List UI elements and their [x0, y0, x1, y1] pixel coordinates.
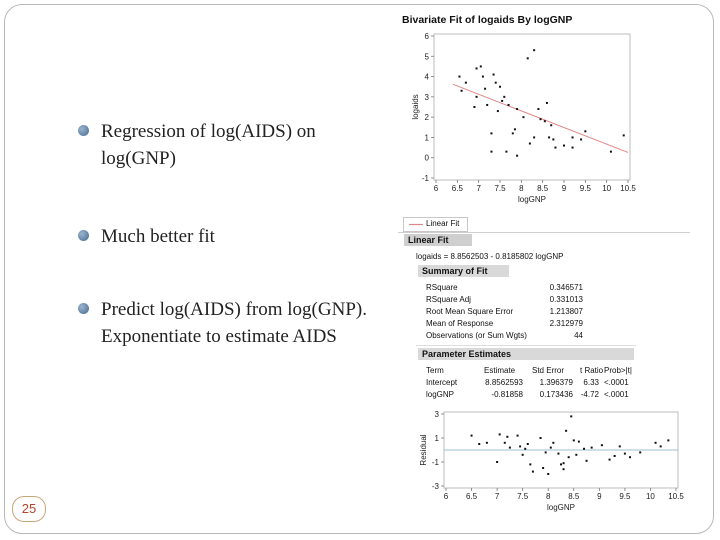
data-point [506, 436, 508, 438]
param-term: Intercept [426, 378, 458, 387]
param-col-header: Prob>|t| [604, 366, 632, 375]
data-point [609, 459, 611, 461]
legend-label: Linear Fit [426, 219, 460, 228]
data-point [624, 453, 626, 455]
y-tick-label: 3 [434, 410, 439, 419]
linear-fit-header[interactable]: Linear Fit [404, 234, 472, 246]
y-tick-label: -1 [421, 174, 429, 183]
data-point [548, 136, 550, 138]
plot-frame [434, 34, 630, 180]
data-point [554, 147, 556, 149]
data-point [529, 143, 531, 145]
x-tick-label: 10 [602, 184, 612, 193]
x-tick-label: 10 [645, 492, 655, 501]
data-point [660, 445, 662, 447]
param-col-header: t Ratio [580, 366, 604, 375]
param-prob: <.0001 [604, 390, 629, 399]
summary-label: Root Mean Square Error [426, 307, 514, 316]
data-point [465, 82, 467, 84]
data-point [572, 147, 574, 149]
bullet-icon [78, 125, 89, 136]
data-point [509, 447, 511, 449]
data-point [480, 65, 482, 67]
data-point [629, 456, 631, 458]
y-tick-label: 5 [424, 52, 429, 62]
data-point [537, 108, 539, 110]
report-title: Bivariate Fit of logaids By logGNP [402, 14, 573, 26]
x-tick-label: 6 [443, 492, 449, 501]
data-point [572, 136, 574, 138]
data-point [563, 145, 565, 147]
y-tick-label: 1 [434, 434, 439, 443]
data-point [552, 138, 554, 140]
data-point [490, 151, 492, 153]
data-point [495, 82, 497, 84]
x-tick-label: 6.5 [451, 184, 463, 193]
param-term: logGNP [426, 390, 455, 399]
summary-value: 0.346571 [549, 283, 583, 292]
x-axis-label: logGNP [546, 503, 576, 512]
data-point [533, 136, 535, 138]
data-point [458, 76, 460, 78]
data-point [533, 49, 535, 51]
x-axis-label: logGNP [517, 195, 547, 204]
param-estimate: -0.81858 [491, 390, 523, 399]
x-tick-label: 8.5 [568, 492, 580, 501]
bullet-icon [78, 230, 89, 241]
data-point [516, 108, 518, 110]
y-tick-label: -3 [431, 482, 439, 491]
x-tick-label: 7.5 [517, 492, 529, 501]
x-tick-label: 9.5 [619, 492, 631, 501]
data-point [473, 106, 475, 108]
summary-label: RSquare [426, 283, 458, 292]
data-point [563, 462, 565, 464]
summary-label: RSquare Adj [426, 295, 471, 304]
data-point [570, 415, 572, 417]
data-point [471, 435, 473, 437]
data-point [563, 468, 565, 470]
data-point [490, 132, 492, 134]
data-point [655, 442, 657, 444]
x-tick-label: 7 [494, 492, 500, 501]
data-point [550, 447, 552, 449]
data-point [476, 96, 478, 98]
data-point [519, 445, 521, 447]
y-tick-label: 2 [424, 113, 429, 123]
data-point [578, 441, 580, 443]
data-point [547, 473, 549, 475]
data-point [601, 444, 603, 446]
summary-value: 0.331013 [549, 295, 583, 304]
residual-chart [398, 406, 698, 524]
y-tick-label: 6 [424, 32, 429, 41]
summary-label: Observations (or Sum Wgts) [426, 331, 527, 340]
x-tick-label: 6 [433, 184, 439, 193]
data-point [486, 442, 488, 444]
y-tick-label: 4 [424, 72, 429, 82]
y-tick-label: -1 [431, 458, 439, 467]
param-t-ratio: -4.72 [580, 390, 599, 399]
data-point [486, 104, 488, 106]
data-point [557, 453, 559, 455]
data-point [544, 120, 546, 122]
data-point [493, 74, 495, 76]
data-point [484, 88, 486, 90]
data-point [514, 128, 516, 130]
x-tick-label: 10.5 [620, 184, 636, 193]
bullet-text: Regression of log(AIDS) on log(GNP) [101, 121, 316, 169]
x-tick-label: 7 [476, 184, 481, 193]
param-col-header: Std Error [532, 366, 565, 375]
data-point [540, 118, 542, 120]
data-point [496, 461, 498, 463]
y-tick-label: 1 [424, 133, 429, 143]
data-point [504, 442, 506, 444]
data-point [540, 437, 542, 439]
summary-label: Mean of Response [426, 319, 494, 328]
x-tick-label: 8.5 [537, 184, 549, 193]
data-point [580, 138, 582, 140]
data-point [461, 90, 463, 92]
x-tick-label: 8 [545, 492, 551, 501]
data-point [565, 430, 567, 432]
bullet-text: Predict log(AIDS) from log(GNP). Exponentiate to estimate AIDS [101, 299, 367, 347]
data-point [545, 451, 547, 453]
x-tick-label: 6.5 [465, 492, 478, 501]
data-point [527, 57, 529, 59]
y-axis-label: Residual [419, 434, 428, 466]
data-point [591, 447, 593, 449]
jmp-report [398, 8, 698, 533]
data-point [499, 86, 501, 88]
data-point [639, 451, 641, 453]
data-point [522, 454, 524, 456]
data-point [573, 439, 575, 441]
x-tick-label: 9 [561, 184, 567, 193]
summary-value: 44 [574, 331, 583, 340]
param-col-header: Term [426, 366, 444, 375]
bullet-item [78, 118, 378, 172]
data-point [529, 463, 531, 465]
data-point [610, 151, 612, 153]
data-point [497, 110, 499, 112]
x-tick-label: 7.5 [494, 184, 506, 193]
data-point [527, 443, 529, 445]
data-point [584, 130, 586, 132]
data-point [583, 448, 585, 450]
data-point [550, 124, 552, 126]
data-point [552, 442, 554, 444]
x-tick-label: 8 [519, 184, 524, 193]
param-std-error: 0.173436 [539, 390, 573, 399]
data-point [546, 102, 548, 104]
data-point [501, 100, 503, 102]
data-point [517, 435, 519, 437]
y-tick-label: 3 [424, 92, 429, 102]
data-point [512, 132, 514, 134]
data-point [542, 467, 544, 469]
data-point [482, 76, 484, 78]
fit-equation: logaids = 8.8562503 - 0.8185802 logGNP [416, 252, 564, 261]
data-point [568, 456, 570, 458]
data-point [516, 155, 518, 157]
bullet-text: Much better fit [101, 226, 215, 247]
bullet-icon [78, 303, 89, 314]
data-point [532, 471, 534, 473]
data-point [614, 455, 616, 457]
bivariate-chart [398, 26, 698, 231]
summary-value: 1.213807 [549, 307, 583, 316]
data-point [522, 116, 524, 118]
data-point [667, 439, 669, 441]
param-estimate: 8.8562593 [485, 378, 523, 387]
summary-value: 2.312979 [549, 319, 583, 328]
x-tick-label: 9.5 [579, 184, 591, 193]
data-point [524, 448, 526, 450]
data-point [575, 454, 577, 456]
data-point [478, 443, 480, 445]
bullet-item [78, 296, 378, 350]
parameter-estimates-header[interactable]: Parameter Estimates [418, 348, 634, 360]
y-tick-label: 0 [424, 153, 429, 163]
data-point [476, 67, 478, 69]
summary-of-fit-header[interactable]: Summary of Fit [418, 265, 509, 277]
x-tick-label: 9 [597, 492, 602, 501]
data-point [505, 151, 507, 153]
param-col-header: Estimate [484, 366, 516, 375]
data-point [508, 104, 510, 106]
data-point [586, 460, 588, 462]
data-point [623, 134, 625, 136]
page-number: 25 [12, 496, 46, 522]
param-std-error: 1.396379 [539, 378, 573, 387]
x-tick-label: 10.5 [668, 492, 684, 501]
param-prob: <.0001 [604, 378, 629, 387]
data-point [499, 433, 501, 435]
data-point [560, 463, 562, 465]
bullet-item [78, 223, 378, 250]
data-point [619, 445, 621, 447]
y-axis-label: logaids [411, 94, 420, 120]
data-point [503, 96, 505, 98]
param-t-ratio: 6.33 [583, 378, 599, 387]
fit-legend [403, 217, 468, 232]
